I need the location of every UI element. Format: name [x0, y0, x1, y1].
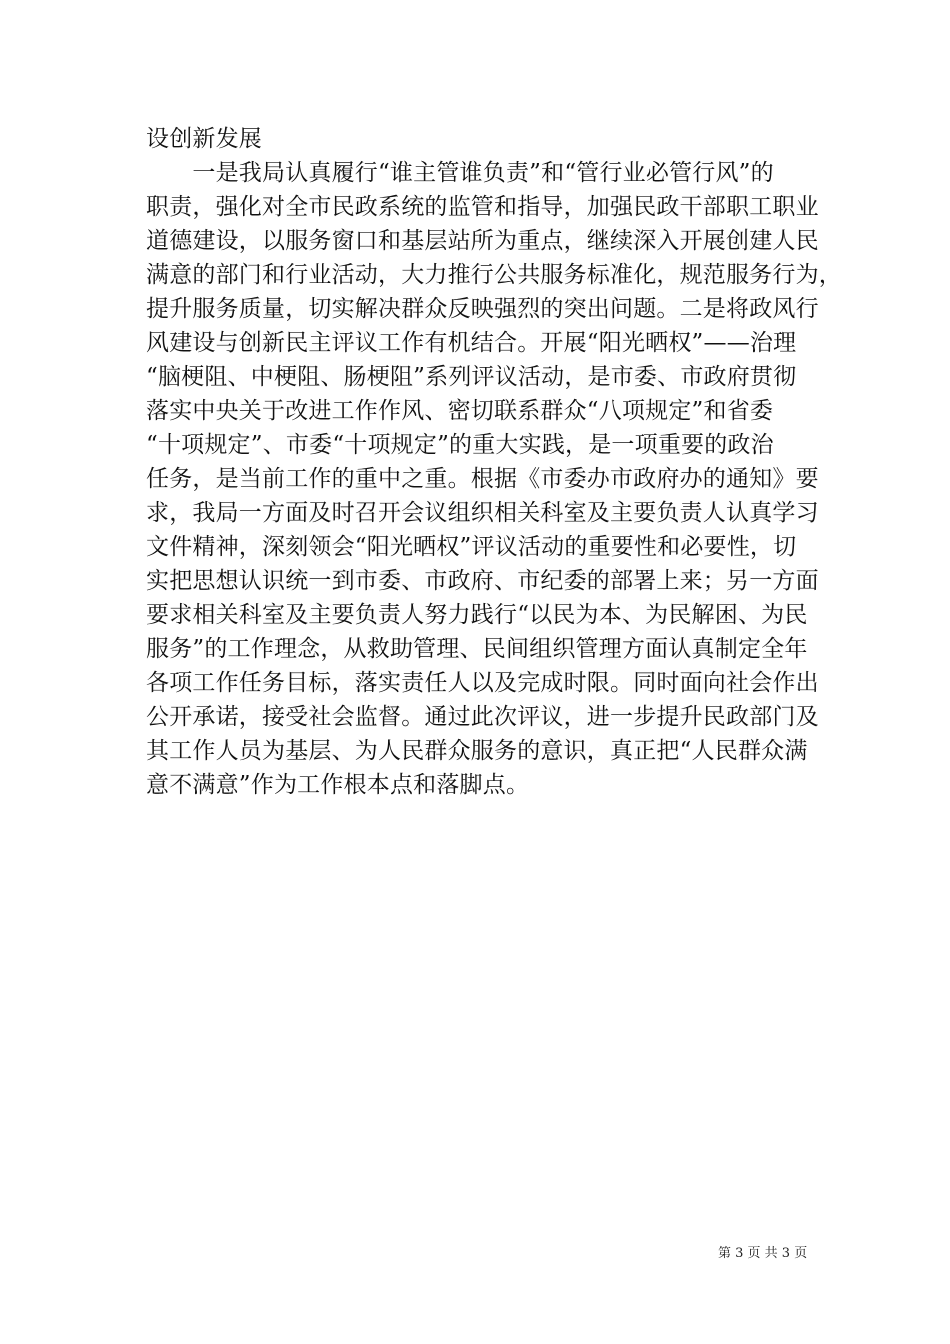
text-line: 各项工作任务目标，落实责任人以及完成时限。同时面向社会作出	[146, 670, 819, 696]
body-text	[146, 122, 842, 802]
text-line: “脑梗阻、中梗阻、肠梗阻”系列评议活动，是市委、市政府贯彻	[146, 364, 797, 390]
text-line: 公开承诺，接受社会监督。通过此次评议，进一步提升民政部门及	[146, 704, 819, 730]
text-line: 意不满意”作为工作根本点和落脚点。	[146, 772, 530, 798]
text-line: 实把思想认识统一到市委、市政府、市纪委的部署上来；另一方面	[146, 568, 819, 594]
text-line: 风建设与创新民主评议工作有机结合。开展“阳光晒权”——治理	[146, 330, 797, 356]
page-number-footer: 第 3 页 共 3 页	[718, 1246, 808, 1261]
text-line: 其工作人员为基层、为人民群众服务的意识，真正把“人民群众满	[146, 738, 808, 764]
text-line: 要求相关科室及主要负责人努力践行“以民为本、为民解困、为民	[146, 602, 808, 628]
text-line: 提升服务质量，切实解决群众反映强烈的突出问题。二是将政风行	[146, 296, 819, 322]
text-line: 道德建设，以服务窗口和基层站所为重点，继续深入开展创建人民	[146, 228, 819, 254]
text-line: 文件精神，深刻领会“阳光晒权”评议活动的重要性和必要性，切	[146, 534, 797, 560]
text-line: 任务，是当前工作的重中之重。根据《市委办市政府办的通知》要	[146, 466, 819, 492]
text-line: 设创新发展	[146, 126, 262, 152]
text-line: “十项规定”、市委“十项规定”的重大实践，是一项重要的政治	[146, 432, 774, 458]
text-line: 服务”的工作理念，从救助管理、民间组织管理方面认真制定全年	[146, 636, 808, 662]
text-line: 求，我局一方面及时召开会议组织相关科室及主要负责人认真学习	[146, 500, 819, 526]
text-line: 满意的部门和行业活动，大力推行公共服务标准化，规范服务行为，	[146, 262, 842, 288]
text-line: 一是我局认真履行“谁主管谁负责”和“管行业必管行风”的	[146, 160, 774, 186]
text-line: 职责，强化对全市民政系统的监管和指导，加强民政干部职工职业	[146, 194, 819, 220]
text-line: 落实中央关于改进工作作风、密切联系群众“八项规定”和省委	[146, 398, 774, 424]
